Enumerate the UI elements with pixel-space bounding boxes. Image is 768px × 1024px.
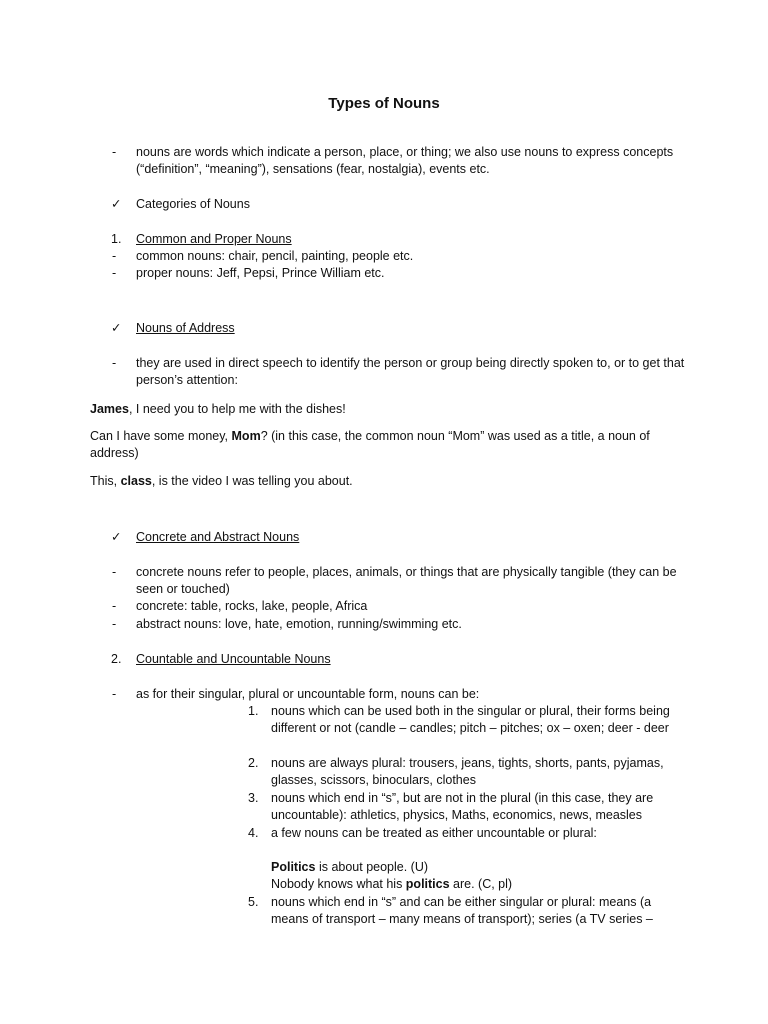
item-number: 1. <box>248 704 259 718</box>
numbered-item: a few nouns can be treated as either uncountable or plural: <box>271 826 597 840</box>
intro-paragraph: nouns are words which indicate a person, place, or thing; we also use nouns to express concepts (“definition”, “meaning”), sensations (fear, nostalgia), events etc. <box>136 145 674 176</box>
numbered-item: nouns which end in “s”, but are not in the plural (in this case, they are uncountable): athletics, physics, Maths, economics, news, measles <box>271 791 654 822</box>
list-item: common nouns: chair, pencil, painting, people etc. <box>136 249 414 263</box>
example-text: , I need you to help me with the dishes! <box>128 402 346 416</box>
item-number: 4. <box>248 826 259 840</box>
example-text: ? (in this case, the common noun “Mom” was used as a title, a noun of address) <box>90 429 650 460</box>
example-sentence <box>90 473 690 490</box>
list-item: proper nouns: Jeff, Pepsi, Prince William etc. <box>136 266 385 280</box>
address-description: they are used in direct speech to identify the person or group being directly spoken to, or to get that person’s attention: <box>136 356 685 387</box>
example-bold: Mom <box>231 429 261 443</box>
dash-bullet: - <box>112 266 117 280</box>
list-item: concrete: table, rocks, lake, people, Africa <box>136 599 368 613</box>
example-sentence <box>271 859 686 876</box>
example-text: Nobody knows what his <box>271 877 406 891</box>
example-sentence <box>271 876 686 893</box>
categories-heading: Categories of Nouns <box>136 197 250 211</box>
section-intro: as for their singular, plural or uncountable form, nouns can be: <box>136 687 480 701</box>
example-sentence <box>90 401 690 418</box>
example-sentence <box>90 428 690 462</box>
example-text: is about people. (U) <box>315 860 429 874</box>
page-title: Types of Nouns <box>328 95 440 112</box>
check-icon: ✓ <box>111 321 122 335</box>
numbered-item: nouns which can be used both in the singular or plural, their forms being different or not (candle – candles; pitch – pitches; ox – oxen; deer - deer <box>271 704 670 735</box>
dash-bullet: - <box>112 599 117 613</box>
check-icon: ✓ <box>111 197 122 211</box>
section-heading: Countable and Uncountable Nouns <box>136 652 331 666</box>
dash-bullet: - <box>112 565 117 579</box>
list-item: concrete nouns refer to people, places, animals, or things that are physically tangible (they can be seen or touched) <box>136 565 677 596</box>
item-number: 3. <box>248 791 259 805</box>
example-text: This, <box>90 474 121 488</box>
example-text: are. (C, pl) <box>449 877 513 891</box>
example-text: Can I have some money, <box>90 429 232 443</box>
example-bold: politics <box>405 877 450 891</box>
section-number: 2. <box>111 652 122 666</box>
check-icon: ✓ <box>111 530 122 544</box>
dash-bullet: - <box>112 249 117 263</box>
dash-bullet: - <box>112 145 117 159</box>
numbered-item: nouns are always plural: trousers, jeans, tights, shorts, pants, pyjamas, glasses, scissors, binoculars, clothes <box>271 756 664 787</box>
numbered-item: nouns which end in “s” and can be either singular or plural: means (a means of transport – many means of transport); series (a TV series – <box>271 895 653 926</box>
item-number: 2. <box>248 756 259 770</box>
list-item: abstract nouns: love, hate, emotion, running/swimming etc. <box>136 617 462 631</box>
example-text: , is the video I was telling you about. <box>151 474 353 488</box>
section-heading: Concrete and Abstract Nouns <box>136 530 300 544</box>
dash-bullet: - <box>112 356 117 370</box>
example-bold: James <box>90 402 129 416</box>
item-number: 5. <box>248 895 259 909</box>
section-heading: Nouns of Address <box>136 321 235 335</box>
dash-bullet: - <box>112 617 117 631</box>
section-heading: Common and Proper Nouns <box>136 232 292 246</box>
example-bold: Politics <box>271 860 316 874</box>
section-number: 1. <box>111 232 122 246</box>
example-bold: class <box>120 474 152 488</box>
dash-bullet: - <box>112 687 117 701</box>
